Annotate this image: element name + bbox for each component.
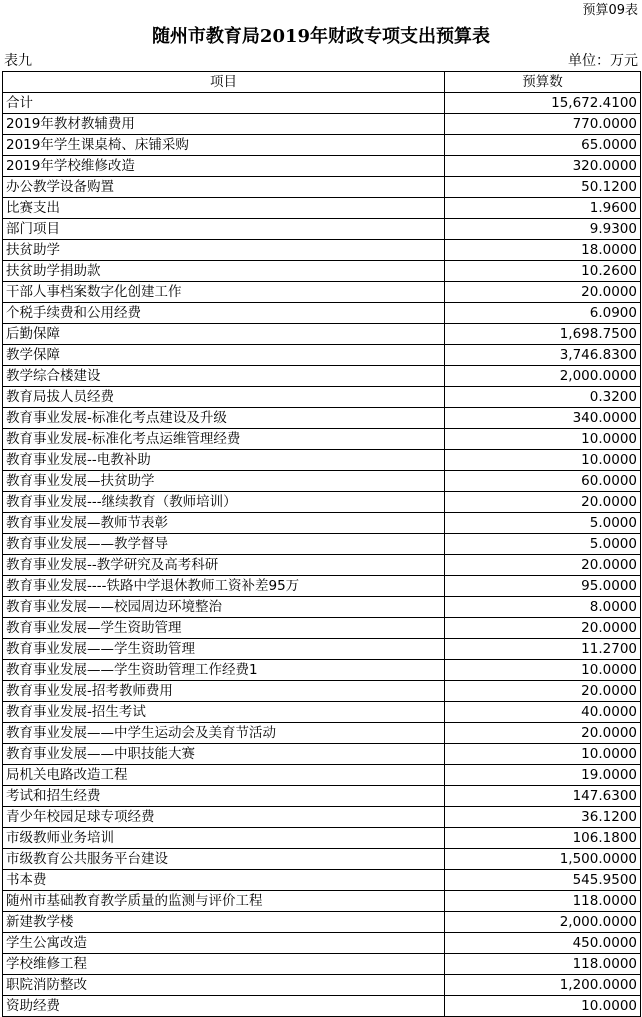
- row-item-name: 2019年学校维修改造: [3, 156, 445, 177]
- row-item-name: 教育事业发展--电教补助: [3, 450, 445, 471]
- table-row: [3, 849, 641, 870]
- table-header-row: [3, 72, 641, 93]
- row-item-name: 扶贫助学捐助款: [3, 261, 445, 282]
- row-item-name: 教育事业发展--教学研究及高考科研: [3, 555, 445, 576]
- row-item-name: 教育事业发展-标准化考点建设及升级: [3, 408, 445, 429]
- row-item-name: 教育事业发展——学生资助管理工作经费1: [3, 660, 445, 681]
- table-row: [3, 366, 641, 387]
- row-item-name: 教育事业发展-招生考试: [3, 702, 445, 723]
- row-item-name: 考试和招生经费: [3, 786, 445, 807]
- table-row: [3, 681, 641, 702]
- row-budget-amount: 10.0000: [445, 429, 641, 450]
- row-item-name: 教育事业发展—学生资助管理: [3, 618, 445, 639]
- row-item-name: 教育事业发展—扶贫助学: [3, 471, 445, 492]
- table-row: [3, 555, 641, 576]
- row-budget-amount: 106.1800: [445, 828, 641, 849]
- row-item-name: 教育事业发展----铁路中学退休教师工资补差95万: [3, 576, 445, 597]
- row-item-name: 教育事业发展——教学督导: [3, 534, 445, 555]
- budget-table: [2, 71, 641, 1017]
- row-budget-amount: 2,000.0000: [445, 912, 641, 933]
- row-budget-amount: 20.0000: [445, 282, 641, 303]
- table-row: [3, 513, 641, 534]
- row-budget-amount: 0.3200: [445, 387, 641, 408]
- table-row: [3, 744, 641, 765]
- table-row: [3, 429, 641, 450]
- row-budget-amount: 60.0000: [445, 471, 641, 492]
- table-row: [3, 240, 641, 261]
- row-item-name: 市级教育公共服务平台建设: [3, 849, 445, 870]
- table-row: [3, 807, 641, 828]
- row-budget-amount: 20.0000: [445, 723, 641, 744]
- row-item-name: 教育事业发展——中学生运动会及美育节活动: [3, 723, 445, 744]
- row-budget-amount: 11.2700: [445, 639, 641, 660]
- row-budget-amount: 545.9500: [445, 870, 641, 891]
- table-row: [3, 534, 641, 555]
- row-item-name: 干部人事档案数字化创建工作: [3, 282, 445, 303]
- table-row: [3, 912, 641, 933]
- column-header-amount: 预算数: [445, 72, 641, 93]
- table-row: [3, 93, 641, 114]
- table-row: [3, 996, 641, 1017]
- row-item-name: 办公教学设备购置: [3, 177, 445, 198]
- table-row: [3, 387, 641, 408]
- row-item-name: 书本费: [3, 870, 445, 891]
- row-budget-amount: 10.0000: [445, 660, 641, 681]
- table-row: [3, 114, 641, 135]
- row-budget-amount: 340.0000: [445, 408, 641, 429]
- row-item-name: 局机关电路改造工程: [3, 765, 445, 786]
- table-row: [3, 345, 641, 366]
- row-item-name: 后勤保障: [3, 324, 445, 345]
- row-item-name: 教育事业发展——中职技能大赛: [3, 744, 445, 765]
- table-body: [3, 93, 641, 1017]
- row-budget-amount: 20.0000: [445, 555, 641, 576]
- row-budget-amount: 10.0000: [445, 996, 641, 1017]
- table-row: [3, 933, 641, 954]
- row-item-name: 教育事业发展——校园周边环境整治: [3, 597, 445, 618]
- row-item-name: 教学综合楼建设: [3, 366, 445, 387]
- row-item-name: 市级教师业务培训: [3, 828, 445, 849]
- row-budget-amount: 1,698.7500: [445, 324, 641, 345]
- row-budget-amount: 15,672.4100: [445, 93, 641, 114]
- row-item-name: 新建教学楼: [3, 912, 445, 933]
- table-row: [3, 135, 641, 156]
- row-budget-amount: 3,746.8300: [445, 345, 641, 366]
- row-budget-amount: 2,000.0000: [445, 366, 641, 387]
- row-budget-amount: 18.0000: [445, 240, 641, 261]
- table-row: [3, 492, 641, 513]
- row-budget-amount: 118.0000: [445, 954, 641, 975]
- row-budget-amount: 5.0000: [445, 513, 641, 534]
- row-budget-amount: 19.0000: [445, 765, 641, 786]
- table-row: [3, 177, 641, 198]
- row-budget-amount: 40.0000: [445, 702, 641, 723]
- row-budget-amount: 1,200.0000: [445, 975, 641, 996]
- table-row: [3, 891, 641, 912]
- row-budget-amount: 10.0000: [445, 450, 641, 471]
- table-row: [3, 870, 641, 891]
- table-row: [3, 597, 641, 618]
- row-item-name: 部门项目: [3, 219, 445, 240]
- row-budget-amount: 10.2600: [445, 261, 641, 282]
- unit-label: 单位：万元: [568, 53, 638, 69]
- table-row: [3, 261, 641, 282]
- row-item-name: 合计: [3, 93, 445, 114]
- row-budget-amount: 20.0000: [445, 492, 641, 513]
- row-item-name: 扶贫助学: [3, 240, 445, 261]
- row-budget-amount: 36.1200: [445, 807, 641, 828]
- row-item-name: 2019年学生课桌椅、床铺采购: [3, 135, 445, 156]
- row-item-name: 教育事业发展---继续教育（教师培训）: [3, 492, 445, 513]
- row-budget-amount: 50.1200: [445, 177, 641, 198]
- table-row: [3, 660, 641, 681]
- row-budget-amount: 65.0000: [445, 135, 641, 156]
- table-row: [3, 471, 641, 492]
- column-header-item: 项目: [3, 72, 445, 93]
- row-item-name: 个税手续费和公用经费: [3, 303, 445, 324]
- row-budget-amount: 5.0000: [445, 534, 641, 555]
- table-row: [3, 576, 641, 597]
- row-budget-amount: 450.0000: [445, 933, 641, 954]
- table-row: [3, 786, 641, 807]
- row-item-name: 比赛支出: [3, 198, 445, 219]
- row-item-name: 青少年校园足球专项经费: [3, 807, 445, 828]
- table-row: [3, 618, 641, 639]
- table-row: [3, 408, 641, 429]
- row-item-name: 职院消防整改: [3, 975, 445, 996]
- row-budget-amount: 8.0000: [445, 597, 641, 618]
- row-item-name: 教育事业发展——学生资助管理: [3, 639, 445, 660]
- table-row: [3, 954, 641, 975]
- table-row: [3, 156, 641, 177]
- row-item-name: 教育事业发展-标准化考点运维管理经费: [3, 429, 445, 450]
- row-item-name: 资助经费: [3, 996, 445, 1017]
- row-budget-amount: 10.0000: [445, 744, 641, 765]
- row-budget-amount: 320.0000: [445, 156, 641, 177]
- table-row: [3, 702, 641, 723]
- form-code-label: 预算09表: [582, 3, 638, 18]
- table-row: [3, 975, 641, 996]
- row-budget-amount: 1,500.0000: [445, 849, 641, 870]
- row-item-name: 教育事业发展—教师节表彰: [3, 513, 445, 534]
- document-title: 随州市教育局2019年财政专项支出预算表: [151, 26, 491, 47]
- table-row: [3, 219, 641, 240]
- row-budget-amount: 9.9300: [445, 219, 641, 240]
- row-budget-amount: 118.0000: [445, 891, 641, 912]
- table-row: [3, 198, 641, 219]
- table-row: [3, 282, 641, 303]
- row-item-name: 学生公寓改造: [3, 933, 445, 954]
- row-item-name: 教育事业发展-招考教师费用: [3, 681, 445, 702]
- table-row: [3, 639, 641, 660]
- row-item-name: 2019年教材教辅费用: [3, 114, 445, 135]
- row-budget-amount: 6.0900: [445, 303, 641, 324]
- table-row: [3, 828, 641, 849]
- row-budget-amount: 95.0000: [445, 576, 641, 597]
- table-row: [3, 324, 641, 345]
- row-item-name: 教育局拔人员经费: [3, 387, 445, 408]
- row-item-name: 教学保障: [3, 345, 445, 366]
- table-row: [3, 765, 641, 786]
- table-row: [3, 723, 641, 744]
- table-number: 表九: [4, 53, 32, 69]
- row-budget-amount: 147.6300: [445, 786, 641, 807]
- row-budget-amount: 770.0000: [445, 114, 641, 135]
- row-item-name: 随州市基础教育教学质量的监测与评价工程: [3, 891, 445, 912]
- row-budget-amount: 20.0000: [445, 618, 641, 639]
- table-row: [3, 303, 641, 324]
- row-budget-amount: 20.0000: [445, 681, 641, 702]
- row-budget-amount: 1.9600: [445, 198, 641, 219]
- table-row: [3, 450, 641, 471]
- row-item-name: 学校维修工程: [3, 954, 445, 975]
